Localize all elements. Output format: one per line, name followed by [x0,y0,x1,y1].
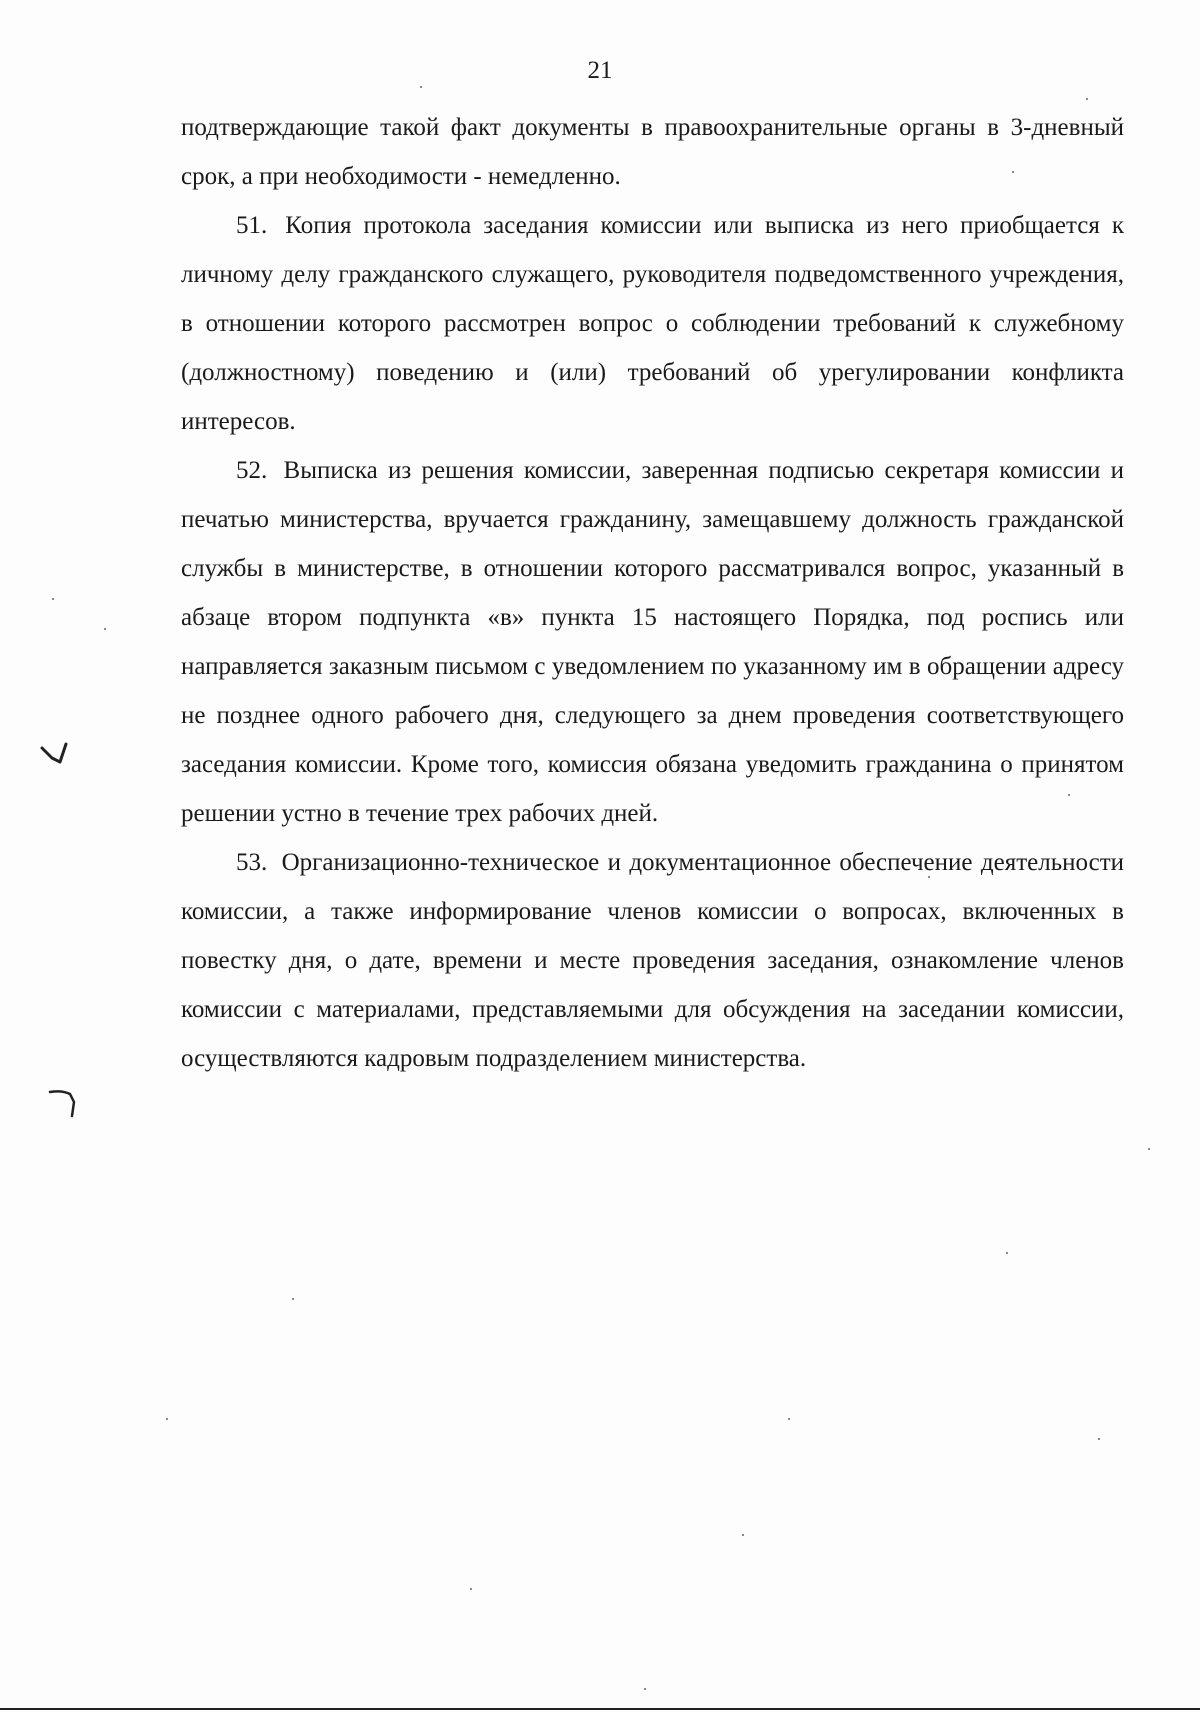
scan-speck [104,628,106,630]
scan-speck [1068,794,1070,796]
paragraph-53 [181,838,1124,1083]
paragraph-number: 51. [236,212,268,239]
scan-speck [420,86,422,88]
paragraph-number: 52. [236,457,268,484]
paragraph-text: Выписка из решения комиссии, заверенная подписью секретаря комиссии и печатью министерства, вручается гражданину, замещавшему должность гражданской службы в министерстве, в отношении которого рассматривался вопрос, указанный в абзаце втором подпункта «в» пункта 15 настоящего Порядка, под роспись или направляется заказным письмом с уведомлением по указанному им в обращении адресу не позднее одного рабочего дня, следующего за днем проведения соответствующего заседания комиссии. Кроме того, комиссия обязана уведомить гражданина о принятом решении устно в течение трех рабочих дней. [181,457,1124,827]
document-body [181,103,1124,1083]
paragraph-continuation [181,103,1124,201]
margin-hook-mark [48,1088,84,1120]
paragraph-text: Организационно-техническое и документационное обеспечение деятельности комиссии, а также информирование членов комиссии о вопросах, включенных в повестку дня, о дате, времени и месте проведения заседания, ознакомление членов комиссии с материалами, представляемыми для обсуждения на заседании комиссии, осуществляются кадровым подразделением министерства. [181,849,1124,1072]
margin-check-mark [40,740,74,766]
scan-speck [166,1418,168,1420]
scan-speck [1148,1148,1150,1150]
scan-speck [1006,1252,1008,1254]
scan-speck [292,1298,294,1300]
page-number: 21 [587,57,613,84]
paragraph-text: подтверждающие такой факт документы в правоохранительные органы в 3-дневный срок, а при необходимости - немедленно. [181,114,1124,190]
scan-speck [742,1534,744,1536]
scan-speck [1098,1438,1100,1440]
paragraph-text: Копия протокола заседания комиссии или выписка из него приобщается к личному делу гражданского служащего, руководителя подведомственного учреждения, в отношении которого рассмотрен вопрос о соблюдении требований к служебному (должностному) поведению и (или) требований об урегулировании конфликта интересов. [181,212,1124,435]
paragraph-51 [181,201,1124,446]
scan-speck [470,1588,472,1590]
scan-speck [788,1418,790,1420]
scan-speck [1012,171,1014,173]
paragraph-number: 53. [236,849,268,876]
scan-speck [1086,98,1088,100]
scan-speck [644,1688,646,1690]
paragraph-52 [181,446,1124,838]
scan-speck [52,598,54,600]
scan-bottom-edge [0,1708,1200,1710]
scan-speck [928,876,930,878]
